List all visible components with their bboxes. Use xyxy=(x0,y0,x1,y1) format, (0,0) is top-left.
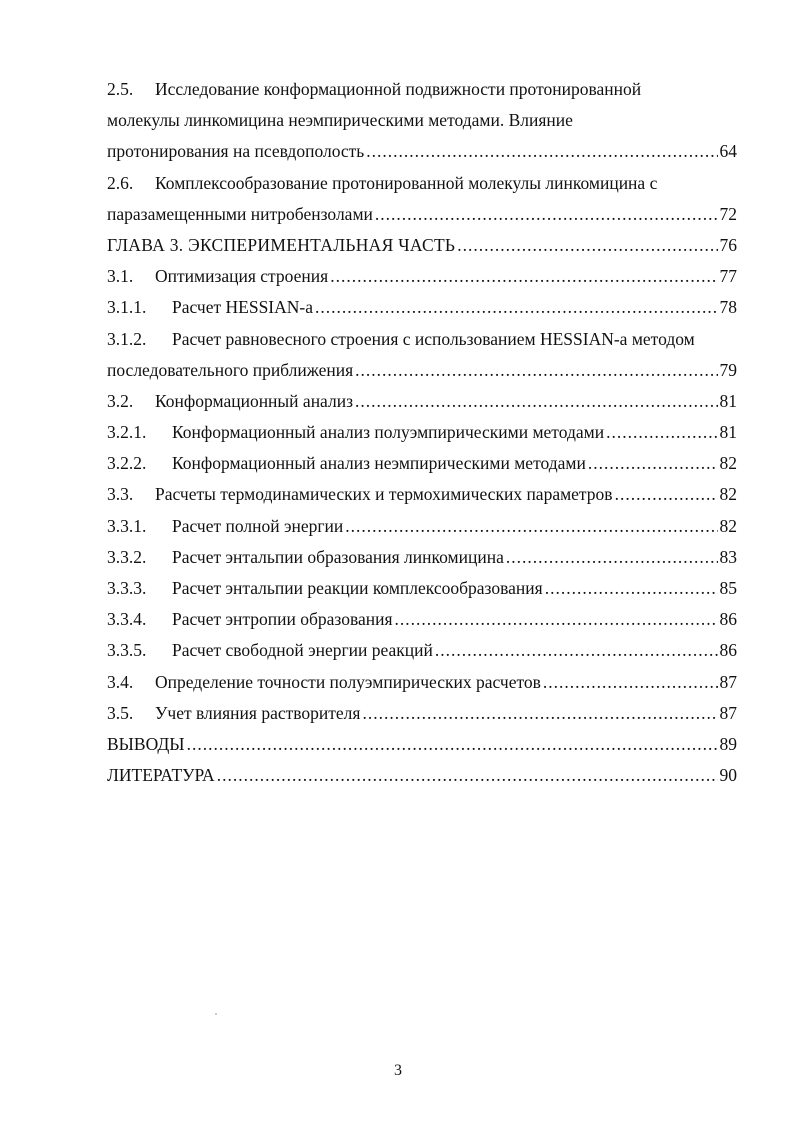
toc-entry-3-2-1 xyxy=(107,417,737,448)
toc-page-number: 72 xyxy=(719,203,737,224)
toc-title: Оптимизация строения xyxy=(155,266,329,287)
toc-page-number: 89 xyxy=(719,733,737,754)
leader-dots xyxy=(345,511,717,542)
toc-number: 3.3.4. xyxy=(107,609,147,630)
toc-chapter-title: ГЛАВА 3. ЭКСПЕРИМЕНТАЛЬНАЯ ЧАСТЬ xyxy=(107,234,456,255)
toc-title: ЛИТЕРАТУРА xyxy=(107,765,215,786)
toc-number: 3.2. xyxy=(107,390,134,411)
toc-page-number: 86 xyxy=(719,609,737,630)
toc-entry-3-3-3 xyxy=(107,573,737,604)
toc-entry-3-2-2 xyxy=(107,448,737,479)
toc-number: 2.6. xyxy=(107,172,134,193)
toc-title: Исследование конформационной подвижности протонированной xyxy=(155,79,642,99)
toc-entry-2-5-line1 xyxy=(107,74,737,105)
toc-entry-3-3-4 xyxy=(107,604,737,635)
toc-title: Комплексообразование протонированной молекулы линкомицина с xyxy=(155,172,658,193)
toc-entry-3-1-2-line2 xyxy=(107,355,737,386)
leader-dots xyxy=(375,199,718,230)
scan-speck xyxy=(215,1013,217,1015)
leader-dots xyxy=(330,261,717,292)
toc-page-number: 77 xyxy=(719,266,737,287)
toc-title: Расчеты термодинамических и термохимических параметров xyxy=(155,484,613,505)
toc-entry-3-1 xyxy=(107,261,737,292)
toc-entry-3-4 xyxy=(107,667,737,698)
toc-entry-3-2 xyxy=(107,386,737,417)
toc-title-continued: паразамещенными нитробензолами xyxy=(107,203,373,224)
toc-page-number: 76 xyxy=(719,234,737,255)
toc-title: ВЫВОДЫ xyxy=(107,733,185,754)
toc-title: Конформационный анализ неэмпирическими методами xyxy=(172,453,586,474)
toc-title-continued: молекулы линкомицина неэмпирическими методами. Влияние xyxy=(107,110,573,131)
toc-entry-3-3-5 xyxy=(107,635,737,666)
toc-entry-chapter-3 xyxy=(107,230,737,261)
toc-number: 3.1. xyxy=(107,266,134,287)
toc-entry-3-1-2-line1 xyxy=(107,324,737,355)
toc-entry-2-5-line3 xyxy=(107,136,737,167)
toc-entry-3-5 xyxy=(107,698,737,729)
toc-number: 2.5. xyxy=(107,79,134,99)
leader-dots xyxy=(543,667,718,698)
toc-page-number: 78 xyxy=(719,297,737,318)
toc-page-number: 81 xyxy=(719,422,737,443)
toc-number: 3.1.1. xyxy=(107,297,147,318)
toc-number: 3.3.1. xyxy=(107,515,147,536)
toc-title: Расчет энтальпии образования линкомицина xyxy=(172,546,504,567)
toc-page-number: 82 xyxy=(719,484,737,505)
leader-dots xyxy=(355,386,718,417)
leader-dots xyxy=(366,136,717,167)
leader-dots xyxy=(187,729,718,760)
toc-page-number: 79 xyxy=(719,359,737,380)
toc-entry-3-3-2 xyxy=(107,542,737,573)
toc-page-number: 87 xyxy=(719,671,737,692)
toc-title: Расчет свободной энергии реакций xyxy=(172,640,433,661)
toc-title: Расчет HESSIAN-a xyxy=(172,297,313,318)
leader-dots xyxy=(217,760,718,791)
toc-number: 3.4. xyxy=(107,671,134,692)
toc-title: Расчет полной энергии xyxy=(172,515,344,536)
toc-number: 3.3. xyxy=(107,484,134,505)
leader-dots xyxy=(588,448,718,479)
leader-dots xyxy=(606,417,717,448)
leader-dots xyxy=(395,604,718,635)
toc-title: Конформационный анализ полуэмпирическими методами xyxy=(172,422,605,443)
toc-title: Расчет энтропии образования xyxy=(172,609,393,630)
toc-number: 3.3.5. xyxy=(107,640,147,661)
toc-entry-3-3-1 xyxy=(107,511,737,542)
page-number: 3 xyxy=(394,1062,402,1079)
toc-title: Расчет равновесного строения с использованием HESSIAN-а методом xyxy=(172,328,695,349)
toc-page-number: 87 xyxy=(719,702,737,723)
toc-number: 3.5. xyxy=(107,702,134,723)
leader-dots xyxy=(355,355,717,386)
toc-title: Определение точности полуэмпирических расчетов xyxy=(155,671,541,692)
toc-entry-3-3 xyxy=(107,479,737,510)
toc-page-number: 83 xyxy=(719,546,737,567)
leader-dots xyxy=(457,230,717,261)
leader-dots xyxy=(545,573,718,604)
toc-entry-3-1-1 xyxy=(107,292,737,323)
toc-title-continued: протонирования на псевдополость xyxy=(107,141,365,162)
leader-dots xyxy=(615,479,718,510)
leader-dots xyxy=(362,698,717,729)
toc-page-number: 82 xyxy=(719,453,737,474)
toc-number: 3.3.2. xyxy=(107,546,147,567)
toc-page-number: 85 xyxy=(719,578,737,598)
toc-entry-2-6-line2 xyxy=(107,199,737,230)
leader-dots xyxy=(506,542,718,573)
toc-number: 3.3.3. xyxy=(107,578,147,598)
leader-dots xyxy=(435,635,718,666)
toc-page-number: 82 xyxy=(719,515,737,536)
toc-number: 3.2.2. xyxy=(107,453,147,474)
toc-page-number: 64 xyxy=(719,141,737,162)
toc-title-continued: последовательного приближения xyxy=(107,359,354,380)
toc-title: Расчет энтальпии реакции комплексообразования xyxy=(172,578,543,598)
toc-title: Учет влияния растворителя xyxy=(155,702,361,723)
toc-number: 3.1.2. xyxy=(107,328,147,349)
toc-entry-references xyxy=(107,760,737,791)
toc-page-number: 81 xyxy=(719,390,737,411)
leader-dots xyxy=(315,292,718,323)
toc-entry-conclusions xyxy=(107,729,737,760)
toc-entry-2-5-line2 xyxy=(107,105,737,136)
table-of-contents xyxy=(107,74,737,791)
toc-number: 3.2.1. xyxy=(107,422,147,443)
toc-page-number: 90 xyxy=(719,765,737,786)
toc-page-number: 86 xyxy=(719,640,737,661)
toc-title: Конформационный анализ xyxy=(155,390,353,411)
toc-entry-2-6-line1 xyxy=(107,168,737,199)
